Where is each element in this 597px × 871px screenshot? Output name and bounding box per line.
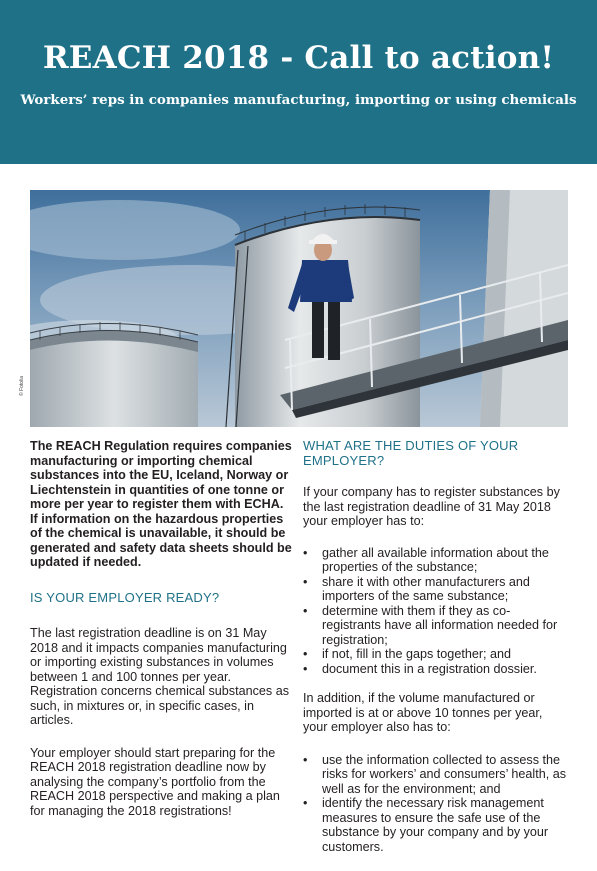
section-heading-employer-ready: IS YOUR EMPLOYER READY? bbox=[30, 589, 220, 605]
list-item: • use the information collected to assess the risks for workers’ and consumers’ health, as well as for the environment; and bbox=[303, 753, 569, 797]
list-item: • share it with other manufacturers and importers of the same substance; bbox=[303, 575, 569, 604]
list-item: • identify the necessary risk management measures to ensure the safe use of the substance by your company and by your customers. bbox=[303, 796, 569, 854]
hero-photo bbox=[30, 190, 568, 427]
list-item: • if not, fill in the gaps together; and bbox=[303, 647, 569, 662]
duties-intro: If your company has to register substances by the last registration deadline of 31 May 2018 your employer has to: bbox=[303, 485, 560, 528]
page-subtitle: Workers’ reps in companies manufacturing, importing or using chemicals bbox=[20, 92, 577, 108]
additional-duties-intro: In addition, if the volume manufactured or imported is at or above 10 tonnes per year, your employer also has to: bbox=[303, 691, 543, 734]
storage-tanks-illustration bbox=[30, 190, 568, 427]
right-column bbox=[303, 439, 569, 854]
left-column bbox=[30, 439, 292, 818]
lead-paragraph: The REACH Regulation requires companies manufacturing or importing chemical substances into the EU, Iceland, Norway or Liechtenstein in quantities of one tonne or more per year to register them with ECHA. If information on the hazardous properties of the chemical is unavailable, it should be generated and safety data sheets should be updated if needed. bbox=[30, 439, 292, 569]
additional-duties-list bbox=[303, 753, 569, 855]
preparation-paragraph: Your employer should start preparing for the REACH 2018 registration deadline now by analysing the company’s portfolio from the REACH 2018 perspective and making a plan for managing the 2018 registrations! bbox=[30, 745, 280, 818]
title-banner bbox=[0, 0, 597, 164]
duties-list bbox=[303, 546, 569, 677]
list-item: • gather all available information about the properties of the substance; bbox=[303, 546, 569, 575]
deadline-paragraph: The last registration deadline is on 31 May 2018 and it impacts companies manufacturing or importing existing substances in volumes between 1 and 100 tonnes per year. Registration concerns chemical substances as such, in mixtures or, in specific cases, in articles. bbox=[30, 626, 289, 727]
page-title: REACH 2018 - Call to action! bbox=[42, 40, 555, 76]
list-item: • determine with them if they as co-registrants have all information needed for registration; bbox=[303, 604, 569, 648]
photo-credit: © Fotolia bbox=[19, 375, 25, 396]
section-heading-employer-duties: WHAT ARE THE DUTIES OF YOUR EMPLOYER? bbox=[303, 438, 519, 468]
list-item: • document this in a registration dossier. bbox=[303, 662, 569, 677]
